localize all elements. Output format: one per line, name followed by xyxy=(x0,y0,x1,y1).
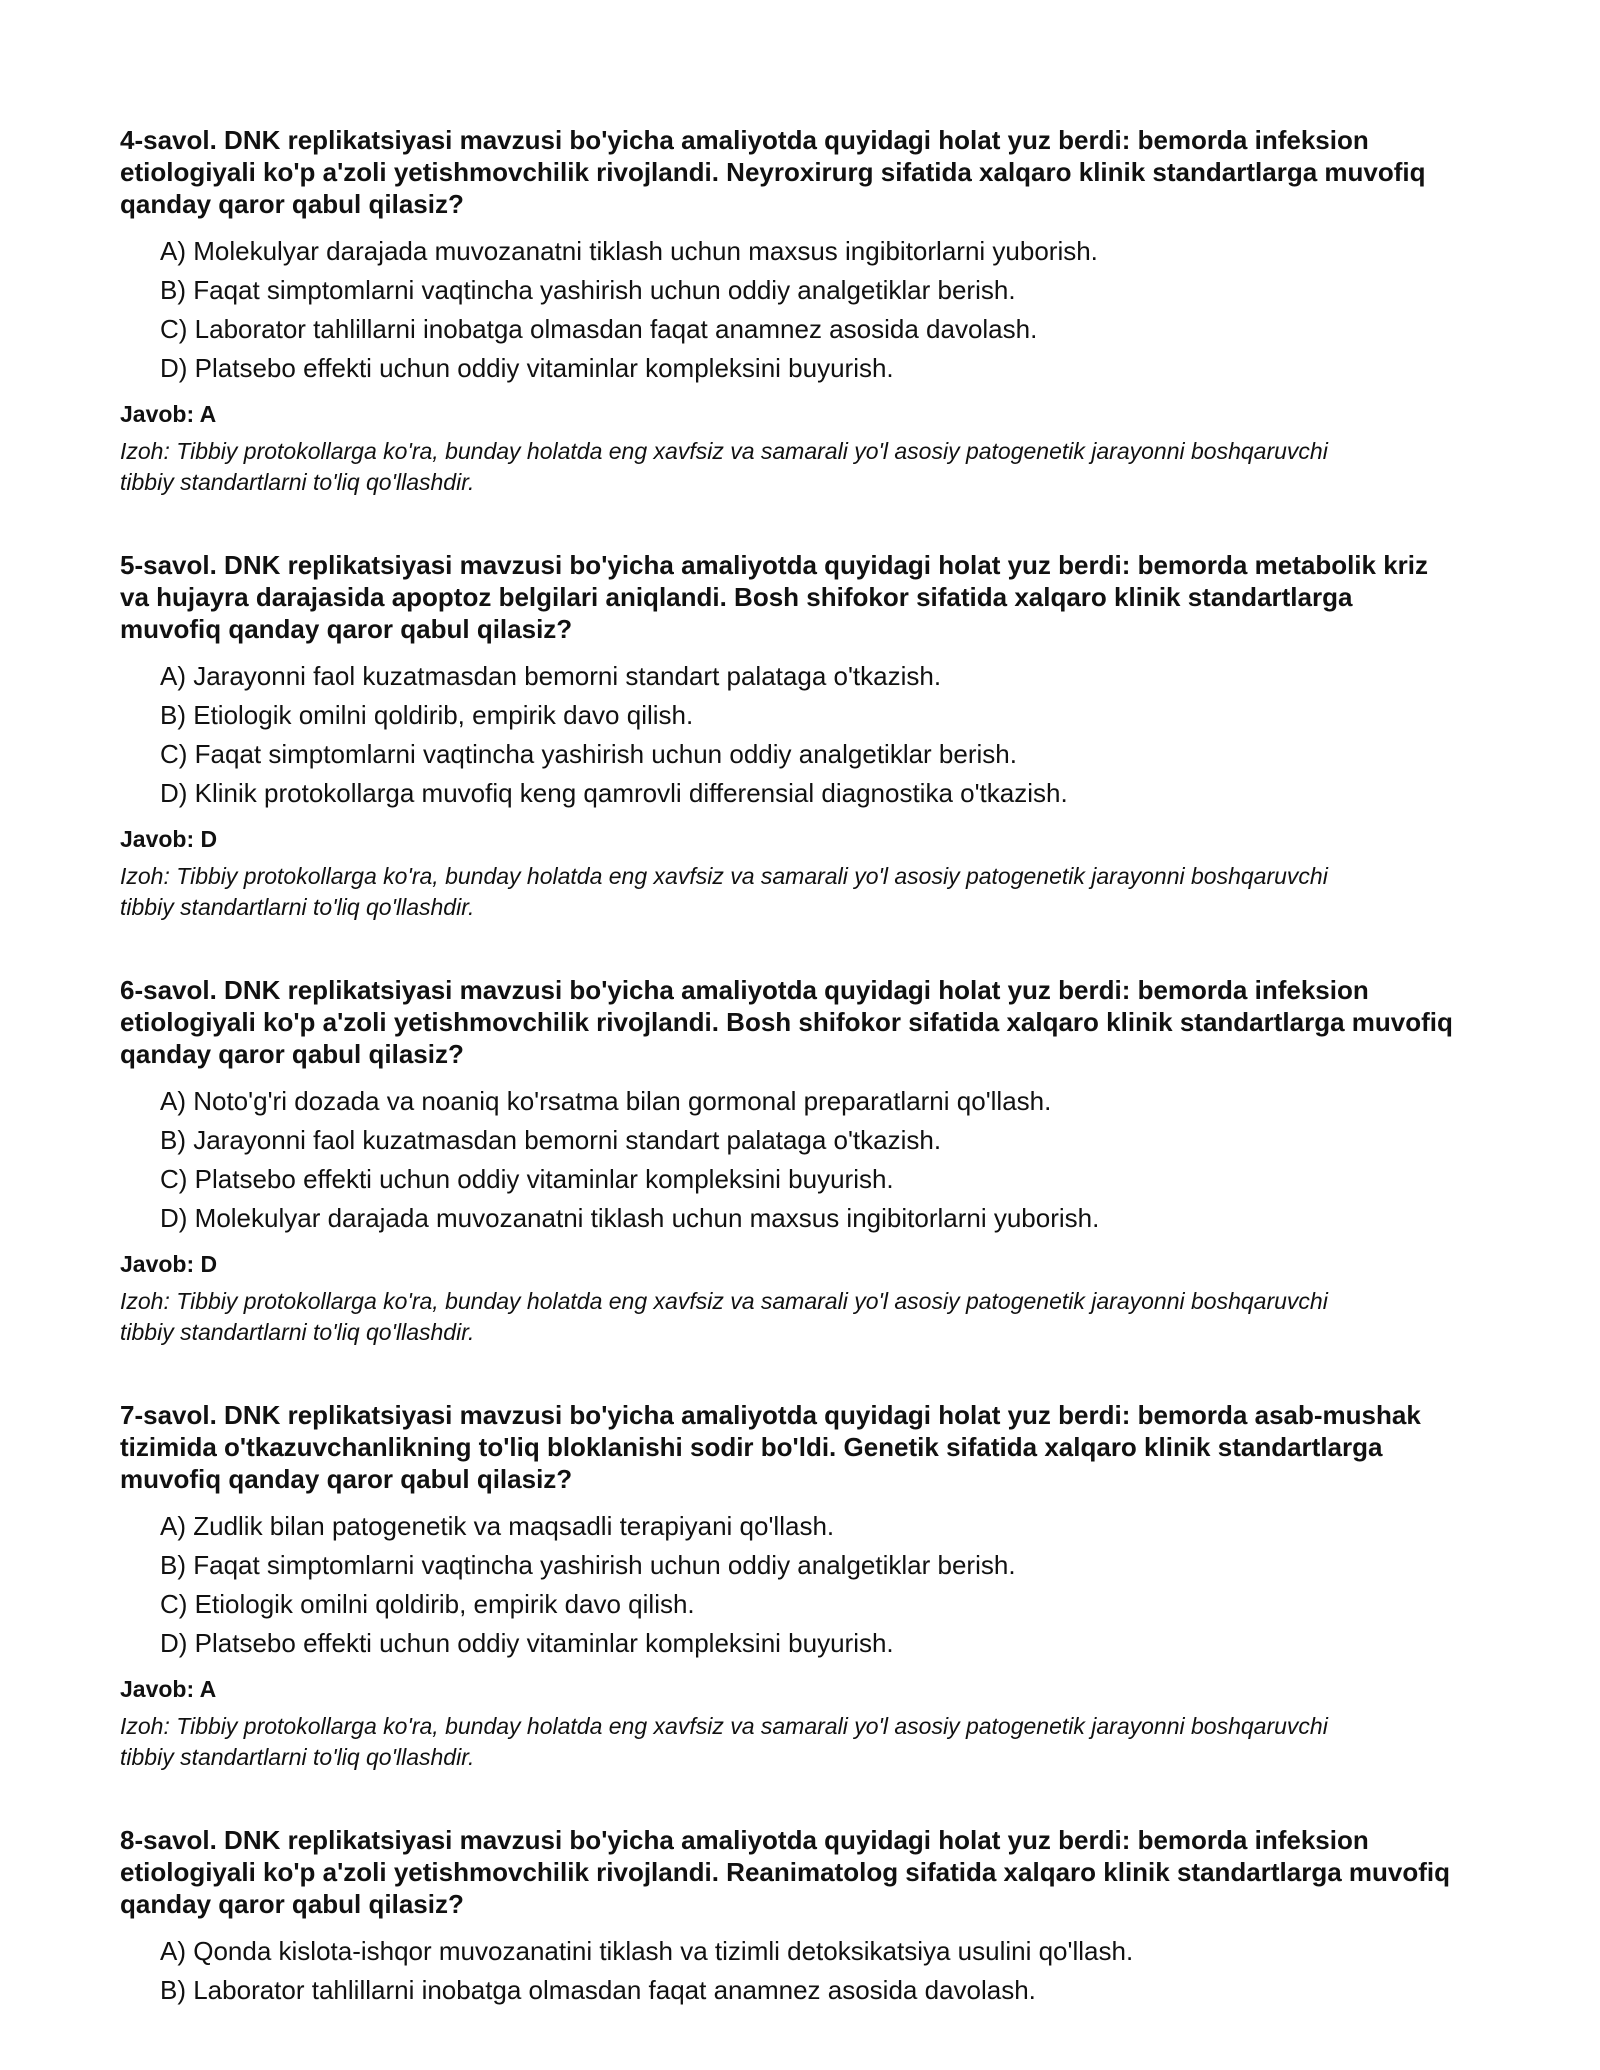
option-a: A) Molekulyar darajada muvozanatni tiklash uchun maxsus ingibitorlarni yuborish. xyxy=(160,236,1098,266)
option-a: A) Jarayonni faol kuzatmasdan bemorni standart palataga o'tkazish. xyxy=(160,661,942,691)
option-c: C) Platsebo effekti uchun oddiy vitaminlar kompleksini buyurish. xyxy=(160,1164,894,1194)
explanation: Izoh: Tibbiy protokollarga ko'ra, bunday holatda eng xavfsiz va samarali yo'l asosiy patogenetik jarayonni boshqaruvchi tibbiy standartlarni to'liq qo'llashdir. xyxy=(120,438,1328,495)
answer-options xyxy=(120,657,1460,813)
option-d: D) Platsebo effekti uchun oddiy vitaminlar kompleksini buyurish. xyxy=(160,1628,894,1658)
correct-answer: Javob: D xyxy=(120,826,218,852)
option-d: D) Platsebo effekti uchun oddiy vitaminlar kompleksini buyurish. xyxy=(160,353,894,383)
option-a: A) Zudlik bilan patogenetik va maqsadli terapiyani qo'llash. xyxy=(160,1511,835,1541)
explanation: Izoh: Tibbiy protokollarga ko'ra, bunday holatda eng xavfsiz va samarali yo'l asosiy patogenetik jarayonni boshqaruvchi tibbiy standartlarni to'liq qo'llashdir. xyxy=(120,1713,1328,1770)
explanation: Izoh: Tibbiy protokollarga ko'ra, bunday holatda eng xavfsiz va samarali yo'l asosiy patogenetik jarayonni boshqaruvchi tibbiy standartlarni to'liq qo'llashdir. xyxy=(120,1288,1328,1345)
answer-options xyxy=(120,1082,1460,1238)
correct-answer: Javob: A xyxy=(120,1676,217,1702)
question-block xyxy=(120,1824,1460,2010)
option-c: C) Faqat simptomlarni vaqtincha yashirish uchun oddiy analgetiklar berish. xyxy=(160,739,1017,769)
option-c: C) Laborator tahlillarni inobatga olmasdan faqat anamnez asosida davolash. xyxy=(160,314,1038,344)
question-text: 6-savol. DNK replikatsiyasi mavzusi bo'yicha amaliyotda quyidagi holat yuz berdi: bemorda infeksion etiologiyali ko'p a'zoli yetishmovchilik rivojlandi. Bosh shifokor sifatida xalqaro klinik standartlarga muvofiq qanday qaror qabul qilasiz? xyxy=(120,975,1453,1069)
question-block xyxy=(120,124,1460,498)
correct-answer: Javob: D xyxy=(120,1251,218,1277)
option-c: C) Etiologik omilni qoldirib, empirik davo qilish. xyxy=(160,1589,695,1619)
question-text: 5-savol. DNK replikatsiyasi mavzusi bo'yicha amaliyotda quyidagi holat yuz berdi: bemorda metabolik kriz va hujayra darajasida apoptoz belgilari aniqlandi. Bosh shifokor sifatida xalqaro klinik standartlarga muvofiq qanday qaror qabul qilasiz? xyxy=(120,550,1429,644)
option-a: A) Noto'g'ri dozada va noaniq ko'rsatma bilan gormonal preparatlarni qo'llash. xyxy=(160,1086,1052,1116)
question-block xyxy=(120,1399,1460,1773)
answer-options xyxy=(120,1932,1460,2010)
answer-options xyxy=(120,1507,1460,1663)
option-b: B) Faqat simptomlarni vaqtincha yashirish uchun oddiy analgetiklar berish. xyxy=(160,275,1016,305)
explanation: Izoh: Tibbiy protokollarga ko'ra, bunday holatda eng xavfsiz va samarali yo'l asosiy patogenetik jarayonni boshqaruvchi tibbiy standartlarni to'liq qo'llashdir. xyxy=(120,863,1328,920)
option-a: A) Qonda kislota-ishqor muvozanatini tiklash va tizimli detoksikatsiya usulini qo'llash. xyxy=(160,1936,1134,1966)
correct-answer: Javob: A xyxy=(120,401,217,427)
option-b: B) Faqat simptomlarni vaqtincha yashirish uchun oddiy analgetiklar berish. xyxy=(160,1550,1016,1580)
question-text: 8-savol. DNK replikatsiyasi mavzusi bo'yicha amaliyotda quyidagi holat yuz berdi: bemorda infeksion etiologiyali ko'p a'zoli yetishmovchilik rivojlandi. Reanimatolog sifatida xalqaro klinik standartlarga muvofiq qanday qaror qabul qilasiz? xyxy=(120,1825,1451,1919)
option-b: B) Laborator tahlillarni inobatga olmasdan faqat anamnez asosida davolash. xyxy=(160,1975,1036,2005)
document-page xyxy=(120,124,1460,2061)
option-b: B) Etiologik omilni qoldirib, empirik davo qilish. xyxy=(160,700,694,730)
option-d: D) Klinik protokollarga muvofiq keng qamrovli differensial diagnostika o'tkazish. xyxy=(160,778,1068,808)
option-d: D) Molekulyar darajada muvozanatni tiklash uchun maxsus ingibitorlarni yuborish. xyxy=(160,1203,1100,1233)
answer-options xyxy=(120,232,1460,388)
question-block xyxy=(120,974,1460,1348)
option-b: B) Jarayonni faol kuzatmasdan bemorni standart palataga o'tkazish. xyxy=(160,1125,942,1155)
question-block xyxy=(120,549,1460,923)
question-text: 4-savol. DNK replikatsiyasi mavzusi bo'yicha amaliyotda quyidagi holat yuz berdi: bemorda infeksion etiologiyali ko'p a'zoli yetishmovchilik rivojlandi. Neyroxirurg sifatida xalqaro klinik standartlarga muvofiq qanday qaror qabul qilasiz? xyxy=(120,125,1426,219)
question-text: 7-savol. DNK replikatsiyasi mavzusi bo'yicha amaliyotda quyidagi holat yuz berdi: bemorda asab-mushak tizimida o'tkazuvchanlikning to'liq bloklanishi sodir bo'ldi. Genetik sifatida xalqaro klinik standartlarga muvofiq qanday qaror qabul qilasiz? xyxy=(120,1400,1421,1494)
